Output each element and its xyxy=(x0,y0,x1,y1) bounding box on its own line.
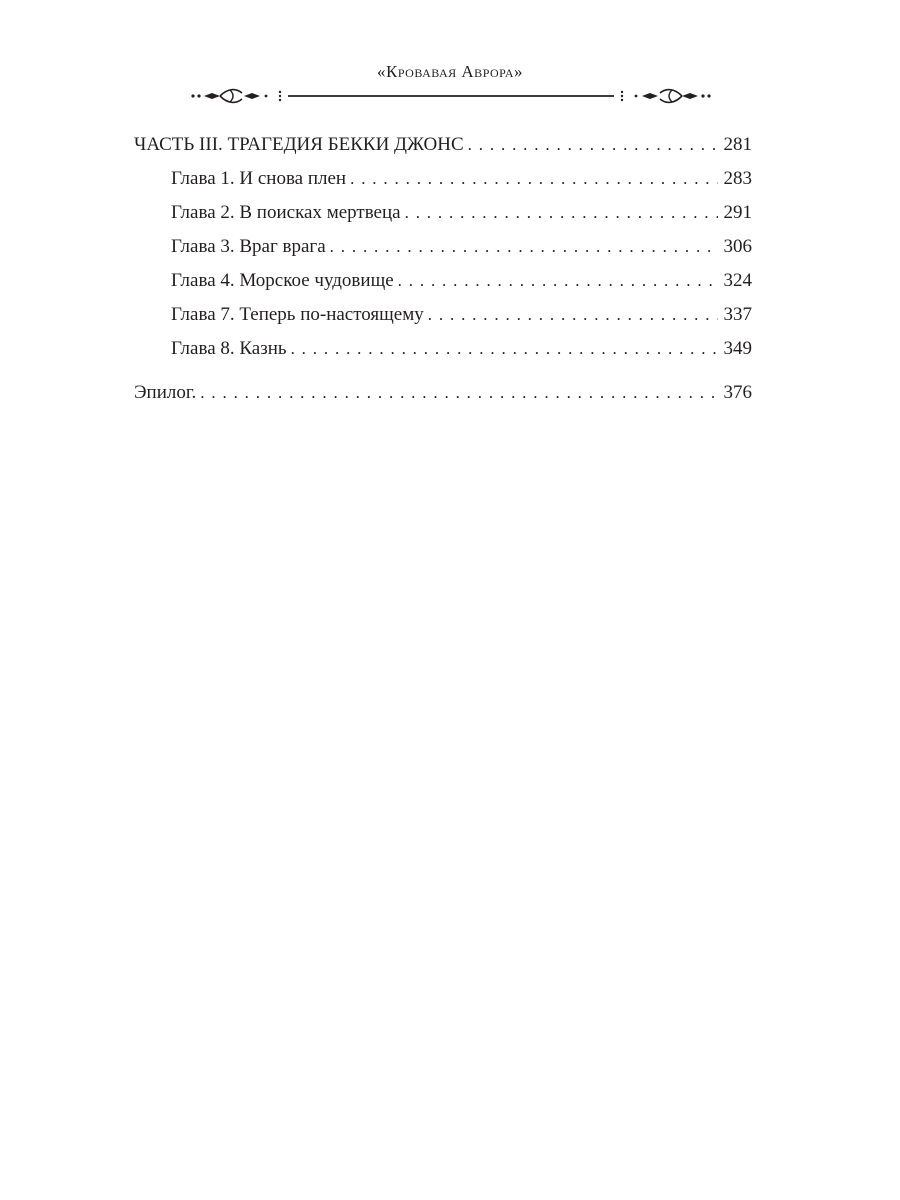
toc-epilogue-entry[interactable] xyxy=(134,376,752,410)
toc-dot-leader xyxy=(398,264,718,298)
toc-entry-title: ЧАСТЬ III. ТРАГЕДИЯ БЕККИ ДЖОНС xyxy=(134,134,464,155)
toc-dot-leader xyxy=(291,332,718,366)
table-of-contents xyxy=(134,128,752,410)
running-header xyxy=(0,62,900,112)
toc-entry-page: 324 xyxy=(723,270,752,291)
toc-dot-leader xyxy=(200,376,717,410)
toc-chapter-entry[interactable] xyxy=(134,332,752,366)
toc-entry-title: Глава 2. В поисках мертвеца xyxy=(171,202,401,223)
toc-entry-page: 281 xyxy=(723,134,752,155)
toc-entry-page: 291 xyxy=(723,202,752,223)
toc-entry-title: Глава 1. И снова плен xyxy=(171,168,347,189)
toc-entry-title: Глава 8. Казнь xyxy=(171,338,287,359)
toc-entry-page: 306 xyxy=(723,236,752,257)
flourish-rule-icon xyxy=(190,84,712,108)
toc-entry-page: 337 xyxy=(723,304,752,325)
toc-dot-leader xyxy=(468,128,718,162)
toc-dot-leader xyxy=(405,196,718,230)
toc-entry-title: Глава 7. Теперь по-настоящему xyxy=(171,304,424,325)
toc-dot-leader xyxy=(330,230,718,264)
toc-chapter-entry[interactable] xyxy=(134,162,752,196)
toc-entry-page: 283 xyxy=(723,168,752,189)
toc-part-entry[interactable] xyxy=(134,128,752,162)
toc-chapter-entry[interactable] xyxy=(134,230,752,264)
toc-entry-page: 349 xyxy=(723,338,752,359)
toc-chapter-entry[interactable] xyxy=(134,264,752,298)
running-header-title: «Кровавая Аврора» xyxy=(377,62,523,81)
toc-dot-leader xyxy=(350,162,717,196)
toc-chapter-entry[interactable] xyxy=(134,196,752,230)
toc-entry-title: Глава 3. Враг врага xyxy=(171,236,326,257)
toc-entry-page: 376 xyxy=(723,382,752,403)
toc-entry-title: Эпилог. xyxy=(134,382,197,403)
toc-dot-leader xyxy=(428,298,718,332)
toc-chapter-entry[interactable] xyxy=(134,298,752,332)
toc-entry-title: Глава 4. Морское чудовище xyxy=(171,270,394,291)
